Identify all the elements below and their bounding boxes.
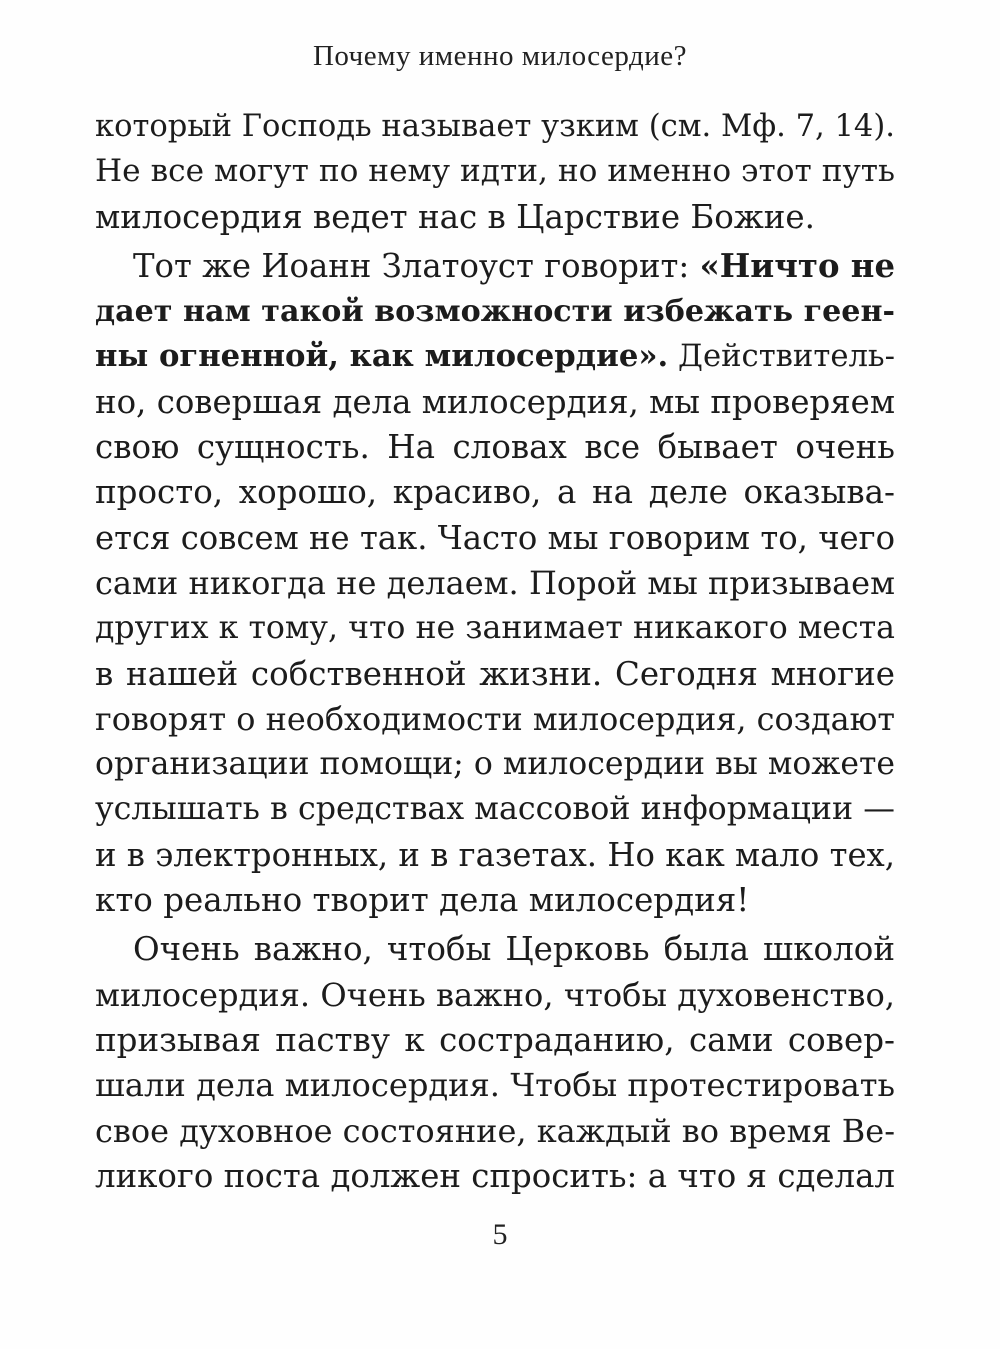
text-line: свое духовное состояние, каждый во время Ве-	[95, 1111, 895, 1150]
text-line: но, совершая дела милосердия, мы проверяем	[95, 382, 895, 421]
text-line: свою сущность. На словах все бывает очень	[95, 428, 895, 467]
text-line: просто, хорошо, красиво, а на деле оказыва-	[95, 473, 895, 512]
running-head: Почему именно милосердие?	[312, 40, 688, 72]
text-line: шали дела милосердия. Чтобы протестировать	[95, 1066, 895, 1105]
body-text	[95, 104, 895, 1199]
text-line: милосердия. Очень важно, чтобы духовенство,	[95, 975, 895, 1014]
text-line: кто реально творит дела милосердия!	[95, 881, 750, 920]
text-line: в нашей собственной жизни. Сегодня многие	[95, 654, 895, 693]
page-number: 5	[492, 1218, 508, 1251]
text-line: ны огненной, как милосердие». Действитель-	[95, 338, 895, 375]
text-line: Тот же Иоанн Златоуст говорит: «Ничто не	[133, 246, 896, 285]
text-line: ется совсем не так. Часто мы говорим то, чего	[95, 518, 895, 557]
quote-bold: ны огненной, как милосердие».	[95, 338, 669, 375]
text-line: милосердия ведет нас в Царствие Божие.	[95, 197, 815, 236]
text-line: ликого поста должен спросить: а что я сделал	[95, 1156, 895, 1195]
text-line: и в электронных, и в газетах. Но как мало тех,	[95, 835, 895, 874]
text-line: призывая паству к состраданию, сами совер-	[95, 1020, 895, 1059]
text-line: говорят о необходимости милосердия, создают	[95, 699, 895, 738]
quote-bold: «Ничто не	[699, 246, 896, 285]
text-line: организации помощи; о милосердии вы можете	[95, 746, 895, 783]
quote-bold-line: дает нам такой возможности избежать геен-	[95, 294, 895, 330]
text-line: сами никогда не делаем. Порой мы призываем	[95, 563, 895, 602]
text-line: услышать в средствах массовой информации —	[95, 791, 895, 828]
text-line: Очень важно, чтобы Церковь была школой	[133, 930, 895, 969]
text-line: других к тому, что не занимает никакого места	[95, 610, 895, 647]
text-line: Не все могут по нему идти, но именно этот путь	[95, 153, 895, 190]
text-line: который Господь называет узким (см. Мф. 7, 14).	[95, 109, 895, 144]
